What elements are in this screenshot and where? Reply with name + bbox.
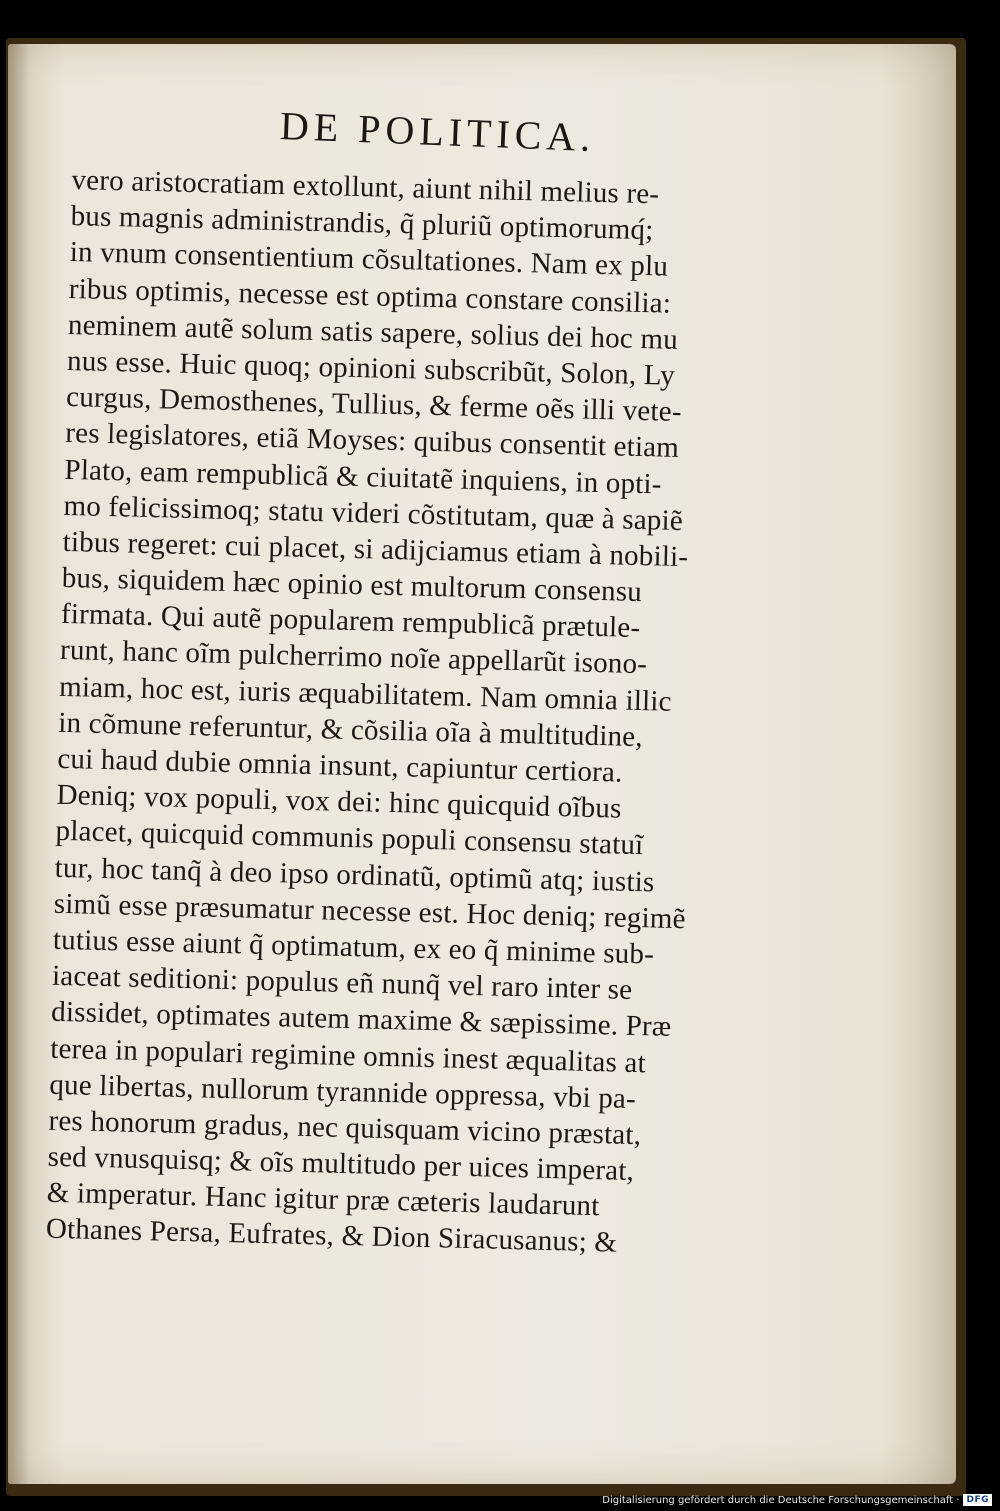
text-block [45,162,791,1265]
text-line: res legislatores, etiã Moyses: quibus consentit etiam [64,417,680,465]
footer-credit [602,1492,992,1508]
text-line: vero aristocratiam extollunt, aiunt nihil melius re- [71,163,660,211]
text-line: sed vnusquisq; & oĩs multitudo per uices imperat, [47,1140,635,1188]
text-line: nus esse. Huic quoq; opinioni subscribũt, Solon, Ly [66,344,676,392]
text-line: que libertas, nullorum tyrannide oppressa, vbi pa- [49,1068,637,1115]
text-line: Othanes Persa, Eufrates, & Dion Siracusanus; & [45,1213,618,1260]
text-line: miam, hoc est, iuris æquabilitatem. Nam omnia illic [58,670,673,718]
text-line: iaceat seditioni: populus eñ nunq̃ vel raro inter se [51,959,633,1007]
text-line: neminem autẽ solum satis sapere, solius dei hoc mu [67,308,679,356]
text-line: curgus, Demosthenes, Tullius, & ferme oẽs illi vete- [65,381,683,429]
text-line: tur, hoc tanq̃ à deo ipso ordinatũ, optimũ atq; iustis [54,851,655,899]
text-line: dissidet, optimates autem maxime & sæpissime. Præ [50,996,672,1044]
text-line: placet, quicquid communis populi consensu statuĩ [55,815,644,862]
text-line: Deniq; vox populi, vox dei: hinc quicquid oĩbus [56,779,622,825]
text-line: firmata. Qui autẽ popularem rempublicã prætule- [60,598,641,645]
text-line: cui haud dubie omnia insunt, capiuntur certiora. [57,742,623,789]
text-line: tutius esse aiunt q̃ optimatum, ex eo q̃ minime sub- [52,923,655,971]
text-line: Plato, eam rempublicã & ciuitatẽ inquiens, in opti- [64,453,663,500]
text-line: tibus regeret: cui placet, si adijciamus etiam à nobili- [62,525,689,574]
text-line: bus magnis administrandis, q̃ pluriũ optimorumq́; [70,200,654,247]
text-line: in vnum consentientium cõsultationes. Nam ex plu [69,236,669,283]
book-page [8,44,956,1484]
text-line: ribus optimis, necesse est optima constare consilia: [68,272,672,320]
credit-text: Digitalisierung gefördert durch die Deutsche Forschungsgemeinschaft · [602,1494,960,1506]
dfg-logo[interactable]: DFG [963,1494,992,1506]
running-head: DE POLITICA. [279,103,597,161]
text-line: bus, siquidem hæc opinio est multorum consensu [61,561,643,609]
text-line: in cõmune referuntur, & cõsilia oĩa à multitudine, [57,706,644,753]
text-line: mo felicissimoq; statu videri cõstitutam, quæ à sapiẽ [63,489,684,537]
text-line: terea in populari regimine omnis inest æqualitas at [49,1032,647,1079]
text-line: simũ esse præsumatur necesse est. Hoc deniq; regimẽ [53,887,687,935]
text-line: res honorum gradus, nec quisquam vicino præstat, [48,1104,642,1152]
text-line: & imperatur. Hanc igitur præ cæteris laudarunt [46,1176,600,1223]
text-line: runt, hanc oĩm pulcherrimo noĩe appellarũt isono- [59,634,648,681]
